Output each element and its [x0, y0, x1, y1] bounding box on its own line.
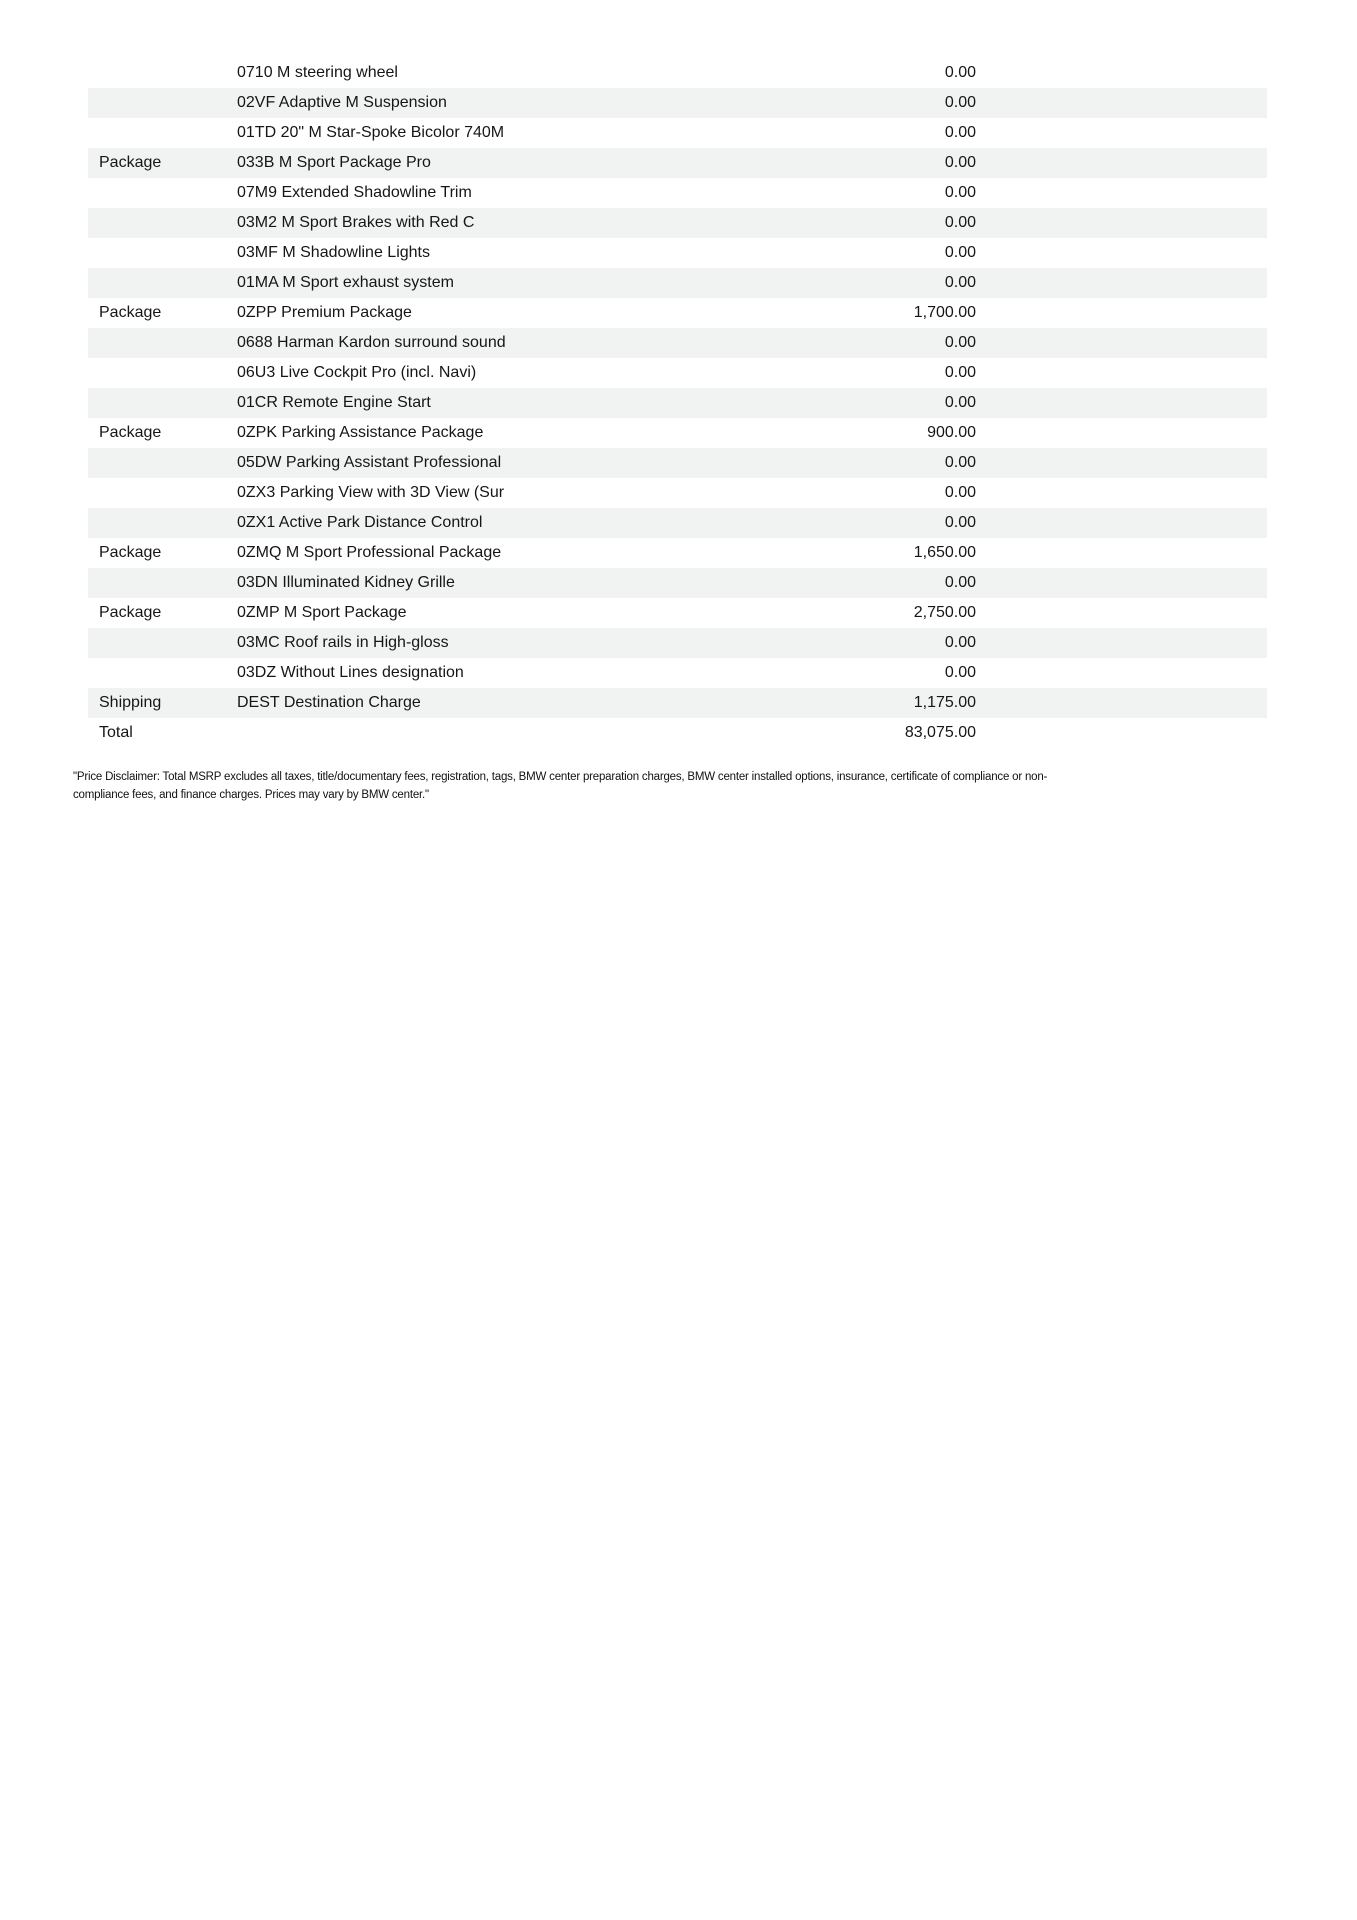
row-item-label: 0ZX1 Active Park Distance Control: [237, 514, 483, 531]
row-price: 0.00: [944, 634, 976, 651]
row-type-label: Shipping: [99, 694, 162, 711]
row-price: 900.00: [927, 424, 976, 441]
row-price: 0.00: [944, 94, 976, 111]
row-type-label: Package: [99, 154, 162, 171]
row-item-label: 03MC Roof rails in High-gloss: [237, 634, 449, 651]
row-item-label: 01CR Remote Engine Start: [237, 394, 431, 411]
row-item-label: 03MF M Shadowline Lights: [237, 244, 430, 261]
row-price: 1,175.00: [913, 694, 976, 711]
table-row: [88, 628, 1267, 658]
table-row: [88, 148, 1267, 178]
table-row: [88, 328, 1267, 358]
row-type-label: Package: [99, 424, 162, 441]
table-row: [88, 688, 1267, 718]
row-price: 0.00: [944, 214, 976, 231]
row-item-label: 033B M Sport Package Pro: [237, 154, 431, 171]
row-price: 0.00: [944, 394, 976, 411]
row-price: 0.00: [944, 364, 976, 381]
row-price: 0.00: [944, 64, 976, 81]
row-item-label: 0ZMQ M Sport Professional Package: [237, 544, 502, 561]
row-item-label: 0ZX3 Parking View with 3D View (Sur: [237, 484, 505, 501]
row-price: 0.00: [944, 574, 976, 591]
row-item-label: 05DW Parking Assistant Professional: [237, 454, 502, 471]
row-type-label: Package: [99, 544, 162, 561]
row-price: 1,700.00: [913, 304, 976, 321]
row-price: 0.00: [944, 244, 976, 261]
row-price: 0.00: [944, 274, 976, 291]
row-item-label: 03DZ Without Lines designation: [237, 664, 464, 681]
table-row: [88, 58, 1267, 88]
row-item-label: 03M2 M Sport Brakes with Red C: [237, 214, 475, 231]
row-price: 0.00: [944, 454, 976, 471]
table-row: [88, 418, 1267, 448]
options-table: [88, 58, 1267, 748]
row-price: 0.00: [944, 484, 976, 501]
row-item-label: 0ZMP M Sport Package: [237, 604, 407, 621]
table-row: [88, 358, 1267, 388]
row-type-label: Package: [99, 304, 162, 321]
row-price: 83,075.00: [904, 724, 976, 741]
price-disclaimer: "Price Disclaimer: Total MSRP excludes all taxes, title/documentary fees, registration, tags, BMW center preparation charges, BMW center installed options, insurance, certificate of compliance or non-compliance fees, and finance charges. Prices may vary by BMW center.": [73, 771, 1048, 801]
row-price: 0.00: [944, 154, 976, 171]
row-item-label: 07M9 Extended Shadowline Trim: [237, 184, 472, 201]
row-price: 0.00: [944, 514, 976, 531]
table-row: [88, 118, 1267, 148]
row-item-label: 0710 M steering wheel: [237, 64, 398, 81]
row-type-label: Total: [99, 724, 133, 741]
row-item-label: 01MA M Sport exhaust system: [237, 274, 454, 291]
row-price: 0.00: [944, 124, 976, 141]
table-row: [88, 478, 1267, 508]
table-row: [88, 508, 1267, 538]
row-price: 0.00: [944, 664, 976, 681]
row-item-label: 06U3 Live Cockpit Pro (incl. Navi): [237, 364, 477, 381]
row-item-label: 02VF Adaptive M Suspension: [237, 94, 447, 111]
table-row: [88, 448, 1267, 478]
row-price: 2,750.00: [913, 604, 976, 621]
table-row: [88, 538, 1267, 568]
table-row: [88, 268, 1267, 298]
row-item-label: 0688 Harman Kardon surround sound: [237, 334, 506, 351]
table-row: [88, 208, 1267, 238]
row-item-label: 01TD 20" M Star-Spoke Bicolor 740M: [237, 124, 505, 141]
table-row: [88, 598, 1267, 628]
row-price: 1,650.00: [913, 544, 976, 561]
row-item-label: 0ZPP Premium Package: [237, 304, 412, 321]
table-row: [88, 658, 1267, 688]
row-type-label: Package: [99, 604, 162, 621]
table-row: [88, 178, 1267, 208]
row-price: 0.00: [944, 184, 976, 201]
row-item-label: 03DN Illuminated Kidney Grille: [237, 574, 455, 591]
row-item-label: DEST Destination Charge: [237, 694, 421, 711]
row-item-label: 0ZPK Parking Assistance Package: [237, 424, 484, 441]
table-row: [88, 388, 1267, 418]
table-row: [88, 238, 1267, 268]
table-row: [88, 88, 1267, 118]
row-price: 0.00: [944, 334, 976, 351]
table-row: [88, 298, 1267, 328]
table-row: [88, 718, 1267, 748]
table-row: [88, 568, 1267, 598]
